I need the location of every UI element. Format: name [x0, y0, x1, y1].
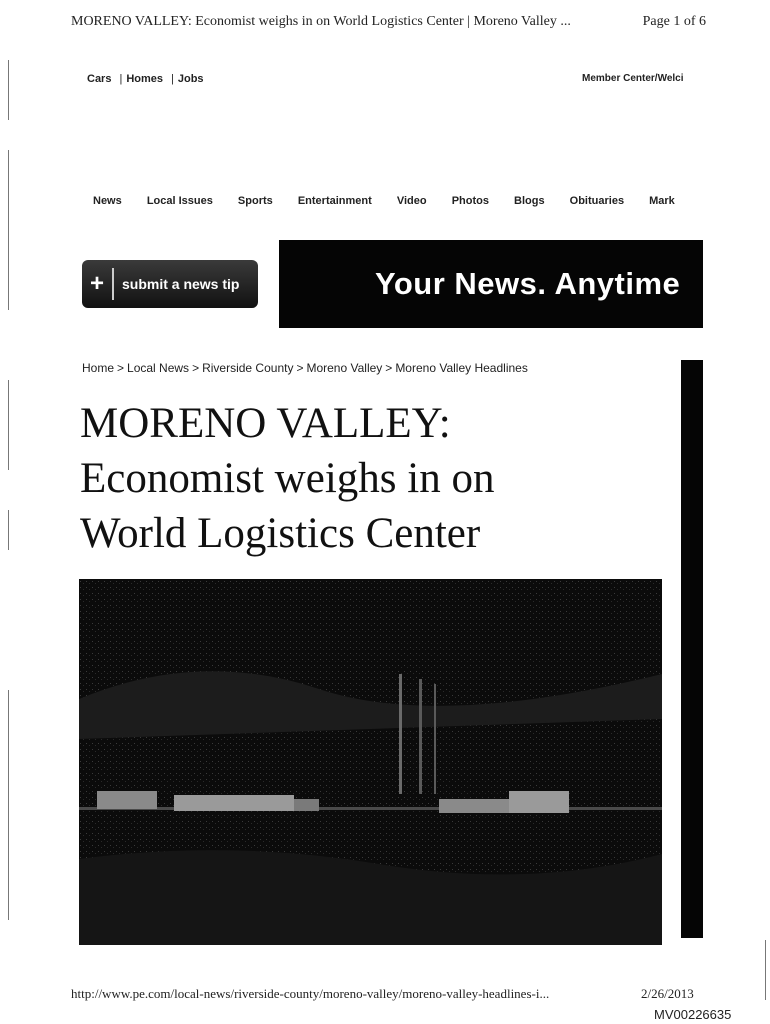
headline-line: MORENO VALLEY:	[80, 400, 451, 447]
scan-edge-mark	[8, 150, 9, 310]
promo-banner-text: Your News. Anytime	[375, 266, 681, 301]
submit-news-tip-button[interactable]	[82, 260, 258, 308]
print-header-page-number: Page 1 of 6	[642, 14, 706, 29]
plus-icon: +	[89, 270, 104, 297]
homes-link[interactable]: Homes	[126, 73, 164, 85]
breadcrumb-separator: >	[192, 361, 200, 375]
breadcrumb-home[interactable]: Home	[82, 361, 115, 375]
scan-edge-mark	[8, 690, 9, 920]
print-footer-url: http://www.pe.com/local-news/riverside-county/moreno-valley/moreno-valley-headlines-i...	[71, 986, 550, 1001]
breadcrumb-riverside-county[interactable]: Riverside County	[202, 361, 294, 375]
nav-item-photos[interactable]: Photos	[451, 195, 489, 207]
breadcrumb	[82, 361, 528, 375]
nav-item-entertainment[interactable]: Entertainment	[297, 195, 372, 207]
print-footer	[71, 986, 706, 1002]
top-links	[87, 73, 208, 85]
article-headline	[80, 396, 660, 561]
scan-edge-mark	[8, 60, 9, 120]
link-separator: |	[171, 73, 174, 85]
headline-line: Economist weighs in on	[80, 455, 495, 502]
nav-item-news[interactable]: News	[93, 195, 122, 207]
link-separator: |	[119, 73, 123, 85]
breadcrumb-moreno-valley[interactable]: Moreno Valley	[306, 361, 383, 375]
print-header-title: MORENO VALLEY: Economist weighs in on World Logistics Center | Moreno Valley ...	[71, 14, 571, 29]
breadcrumb-moreno-valley-headlines[interactable]: Moreno Valley Headlines	[395, 361, 528, 375]
breadcrumb-local-news[interactable]: Local News	[127, 361, 190, 375]
nav-item-marketplace[interactable]: Mark	[649, 195, 675, 207]
photo-trucks-on-freeway	[79, 579, 662, 945]
article-photo	[79, 579, 662, 945]
headline-line: World Logistics Center	[80, 510, 481, 557]
bates-number: MV00226635	[654, 1007, 732, 1022]
print-header	[71, 14, 706, 36]
scan-edge-mark	[765, 940, 766, 1000]
breadcrumb-separator: >	[385, 361, 393, 375]
nav-item-obituaries[interactable]: Obituaries	[569, 195, 625, 207]
nav-item-blogs[interactable]: Blogs	[514, 195, 545, 207]
sidebar-black-bar	[681, 360, 703, 938]
jobs-link[interactable]: Jobs	[177, 73, 204, 85]
scan-edge-mark	[8, 380, 9, 470]
breadcrumb-separator: >	[296, 361, 304, 375]
cars-link[interactable]: Cars	[87, 73, 112, 85]
member-center-link[interactable]: Member Center/Welci	[582, 73, 684, 84]
nav-item-sports[interactable]: Sports	[237, 195, 273, 207]
nav-item-local-issues[interactable]: Local Issues	[146, 195, 213, 207]
scan-edge-mark	[8, 510, 9, 550]
promo-banner[interactable]	[279, 240, 703, 328]
main-nav	[93, 195, 703, 213]
nav-item-video[interactable]: Video	[396, 195, 427, 207]
breadcrumb-separator: >	[117, 361, 125, 375]
print-footer-date: 2/26/2013	[641, 986, 694, 1001]
button-divider	[112, 268, 114, 300]
submit-news-tip-label: submit a news tip	[122, 276, 240, 292]
